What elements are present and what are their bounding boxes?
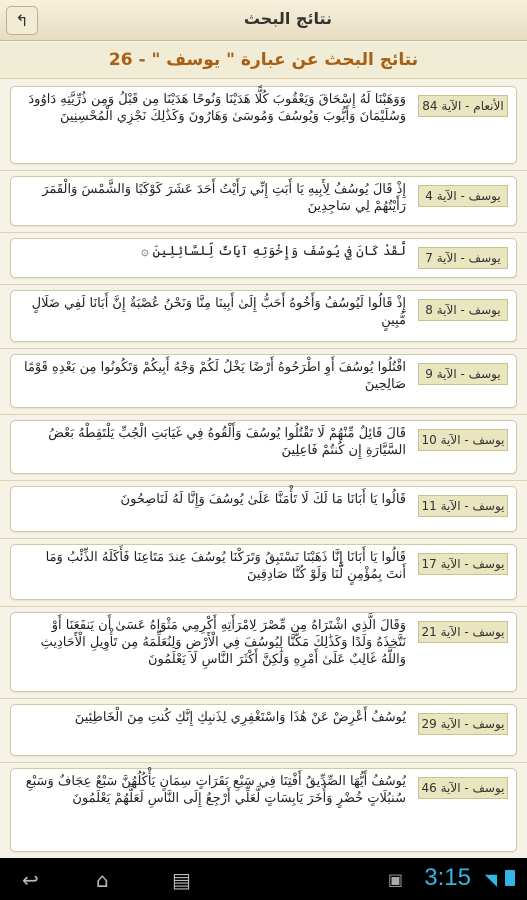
back-arrow-icon[interactable]: ↰ [6,6,38,35]
verse-text: إِذْ قَالُوا لَيُوسُفُ وَأَخُوهُ أَحَبُّ إِلَىٰ أَبِينَا مِنَّا وَنَحْنُ عُصْبَةٌ إِنَّ أَبَانَا لَفِي ضَلَالٍ مُّبِينٍ [31,296,406,328]
app-header [0,0,527,41]
results-list[interactable] [0,80,527,858]
result-row[interactable] [0,80,527,171]
verse-text: إِذْ قَالَ يُوسُفُ لِأَبِيهِ يَا أَبَتِ إِنِّي رَأَيْتُ أَحَدَ عَشَرَ كَوْكَبًا وَالشَّمْسَ وَالْقَمَرَ رَأَيْتُهُمْ لِي سَاجِدِينَ [42,182,406,214]
verse-reference: يوسف - الآية 8 [418,299,508,321]
verse-reference: يوسف - الآية 11 [418,495,508,517]
verse-text: لَّقَدْ كَانَ فِي يُوسُفَ وَإِخْوَتِهِ آيَاتٌ لِّلسَّائِلِينَ ۞ [140,244,406,259]
verse-text: اقْتُلُوا يُوسُفَ أَوِ اطْرَحُوهُ أَرْضًا يَخْلُ لَكُمْ وَجْهُ أَبِيكُمْ وَتَكُونُوا مِن بَعْدِهِ قَوْمًا صَالِحِينَ [23,360,406,392]
verse-reference: الأنعام - الآية 84 [418,95,508,117]
result-row[interactable] [0,232,527,285]
verse-reference: يوسف - الآية 21 [418,621,508,643]
verse-text: قَالَ قَائِلٌ مِّنْهُمْ لَا تَقْتُلُوا يُوسُفَ وَأَلْقُوهُ فِي غَيَابَتِ الْجُبِّ يَلْتَقِطْهُ بَعْضُ السَّيَّارَةِ إِن كُنتُمْ فَاعِلِينَ [48,426,406,458]
system-navigation-bar [0,858,527,900]
result-row[interactable] [0,480,527,539]
status-clock: 3:15 [424,864,471,891]
verse-text: يُوسُفُ أَيُّهَا الصِّدِّيقُ أَفْتِنَا فِي سَبْعِ بَقَرَاتٍ سِمَانٍ يَأْكُلُهُنَّ سَبْعٌ عِجَافٌ وَسَبْعِ سُنبُلَاتٍ خُضْرٍ وَأُخَرَ يَابِسَاتٍ لَّعَلِّي أَرْجِعُ إِلَى النَّاسِ لَعَلَّهُمْ يَعْلَمُونَ [25,774,406,806]
nav-home-icon[interactable]: ⌂ [96,868,109,892]
verse-reference: يوسف - الآية 17 [418,553,508,575]
result-row[interactable] [0,284,527,349]
verse-text: وَوَهَبْنَا لَهُ إِسْحَاقَ وَيَعْقُوبَ كُلًّا هَدَيْنَا وَنُوحًا هَدَيْنَا مِن قَبْلُ وَمِن ذُرِّيَّتِهِ دَاوُودَ وَسُلَيْمَانَ وَأَيُّوبَ وَيُوسُفَ وَمُوسَىٰ وَهَارُونَ وَكَذَٰلِكَ نَجْزِي الْمُحْسِنِينَ [28,92,406,124]
verse-text: يُوسُفُ أَعْرِضْ عَنْ هَٰذَا وَاسْتَغْفِرِي لِذَنبِكِ إِنَّكِ كُنتِ مِنَ الْخَاطِئِينَ [74,710,406,725]
verse-text: قَالُوا يَا أَبَانَا إِنَّا ذَهَبْنَا نَسْتَبِقُ وَتَرَكْنَا يُوسُفَ عِندَ مَتَاعِنَا فَأَكَلَهُ الذِّئْبُ وَمَا أَنتَ بِمُؤْمِنٍ لَّنَا وَلَوْ كُنَّا صَادِقِينَ [45,550,406,582]
verse-text: وَقَالَ الَّذِي اشْتَرَاهُ مِن مِّصْرَ لِامْرَأَتِهِ أَكْرِمِي مَثْوَاهُ عَسَىٰ أَن يَنفَعَنَا أَوْ نَتَّخِذَهُ وَلَدًا وَكَذَٰلِكَ مَكَّنَّا لِيُوسُفَ فِي الْأَرْضِ وَلِنُعَلِّمَهُ مِن تَأْوِيلِ الْأَحَادِيثِ وَاللَّهُ غَالِبٌ عَلَىٰ أَمْرِهِ وَلَٰكِنَّ أَكْثَرَ النَّاسِ لَا يَعْلَمُونَ [40,618,406,667]
result-row[interactable] [0,698,527,763]
verse-reference: يوسف - الآية 46 [418,777,508,799]
result-row[interactable] [0,538,527,607]
result-row[interactable] [0,414,527,481]
screenshot-icon: ▣ [387,870,403,889]
result-row[interactable] [0,606,527,699]
verse-reference: يوسف - الآية 4 [418,185,508,207]
result-row[interactable] [0,170,527,233]
battery-icon [505,870,515,886]
result-row[interactable] [0,348,527,415]
verse-reference: يوسف - الآية 7 [418,247,508,269]
verse-text: قَالُوا يَا أَبَانَا مَا لَكَ لَا تَأْمَنَّا عَلَىٰ يُوسُفَ وَإِنَّا لَهُ لَنَاصِحُونَ [120,492,406,507]
verse-reference: يوسف - الآية 29 [418,713,508,735]
nav-back-icon[interactable]: ↩ [22,868,39,892]
result-row[interactable] [0,762,527,858]
nav-recents-icon[interactable]: ▤ [172,868,191,892]
page-title: نتائج البحث [243,9,332,28]
search-results-heading: نتائج البحث عن عبارة " يوسف " - 26 [0,42,527,79]
verse-reference: يوسف - الآية 9 [418,363,508,385]
wifi-icon: ◥ [484,870,497,889]
verse-reference: يوسف - الآية 10 [418,429,508,451]
